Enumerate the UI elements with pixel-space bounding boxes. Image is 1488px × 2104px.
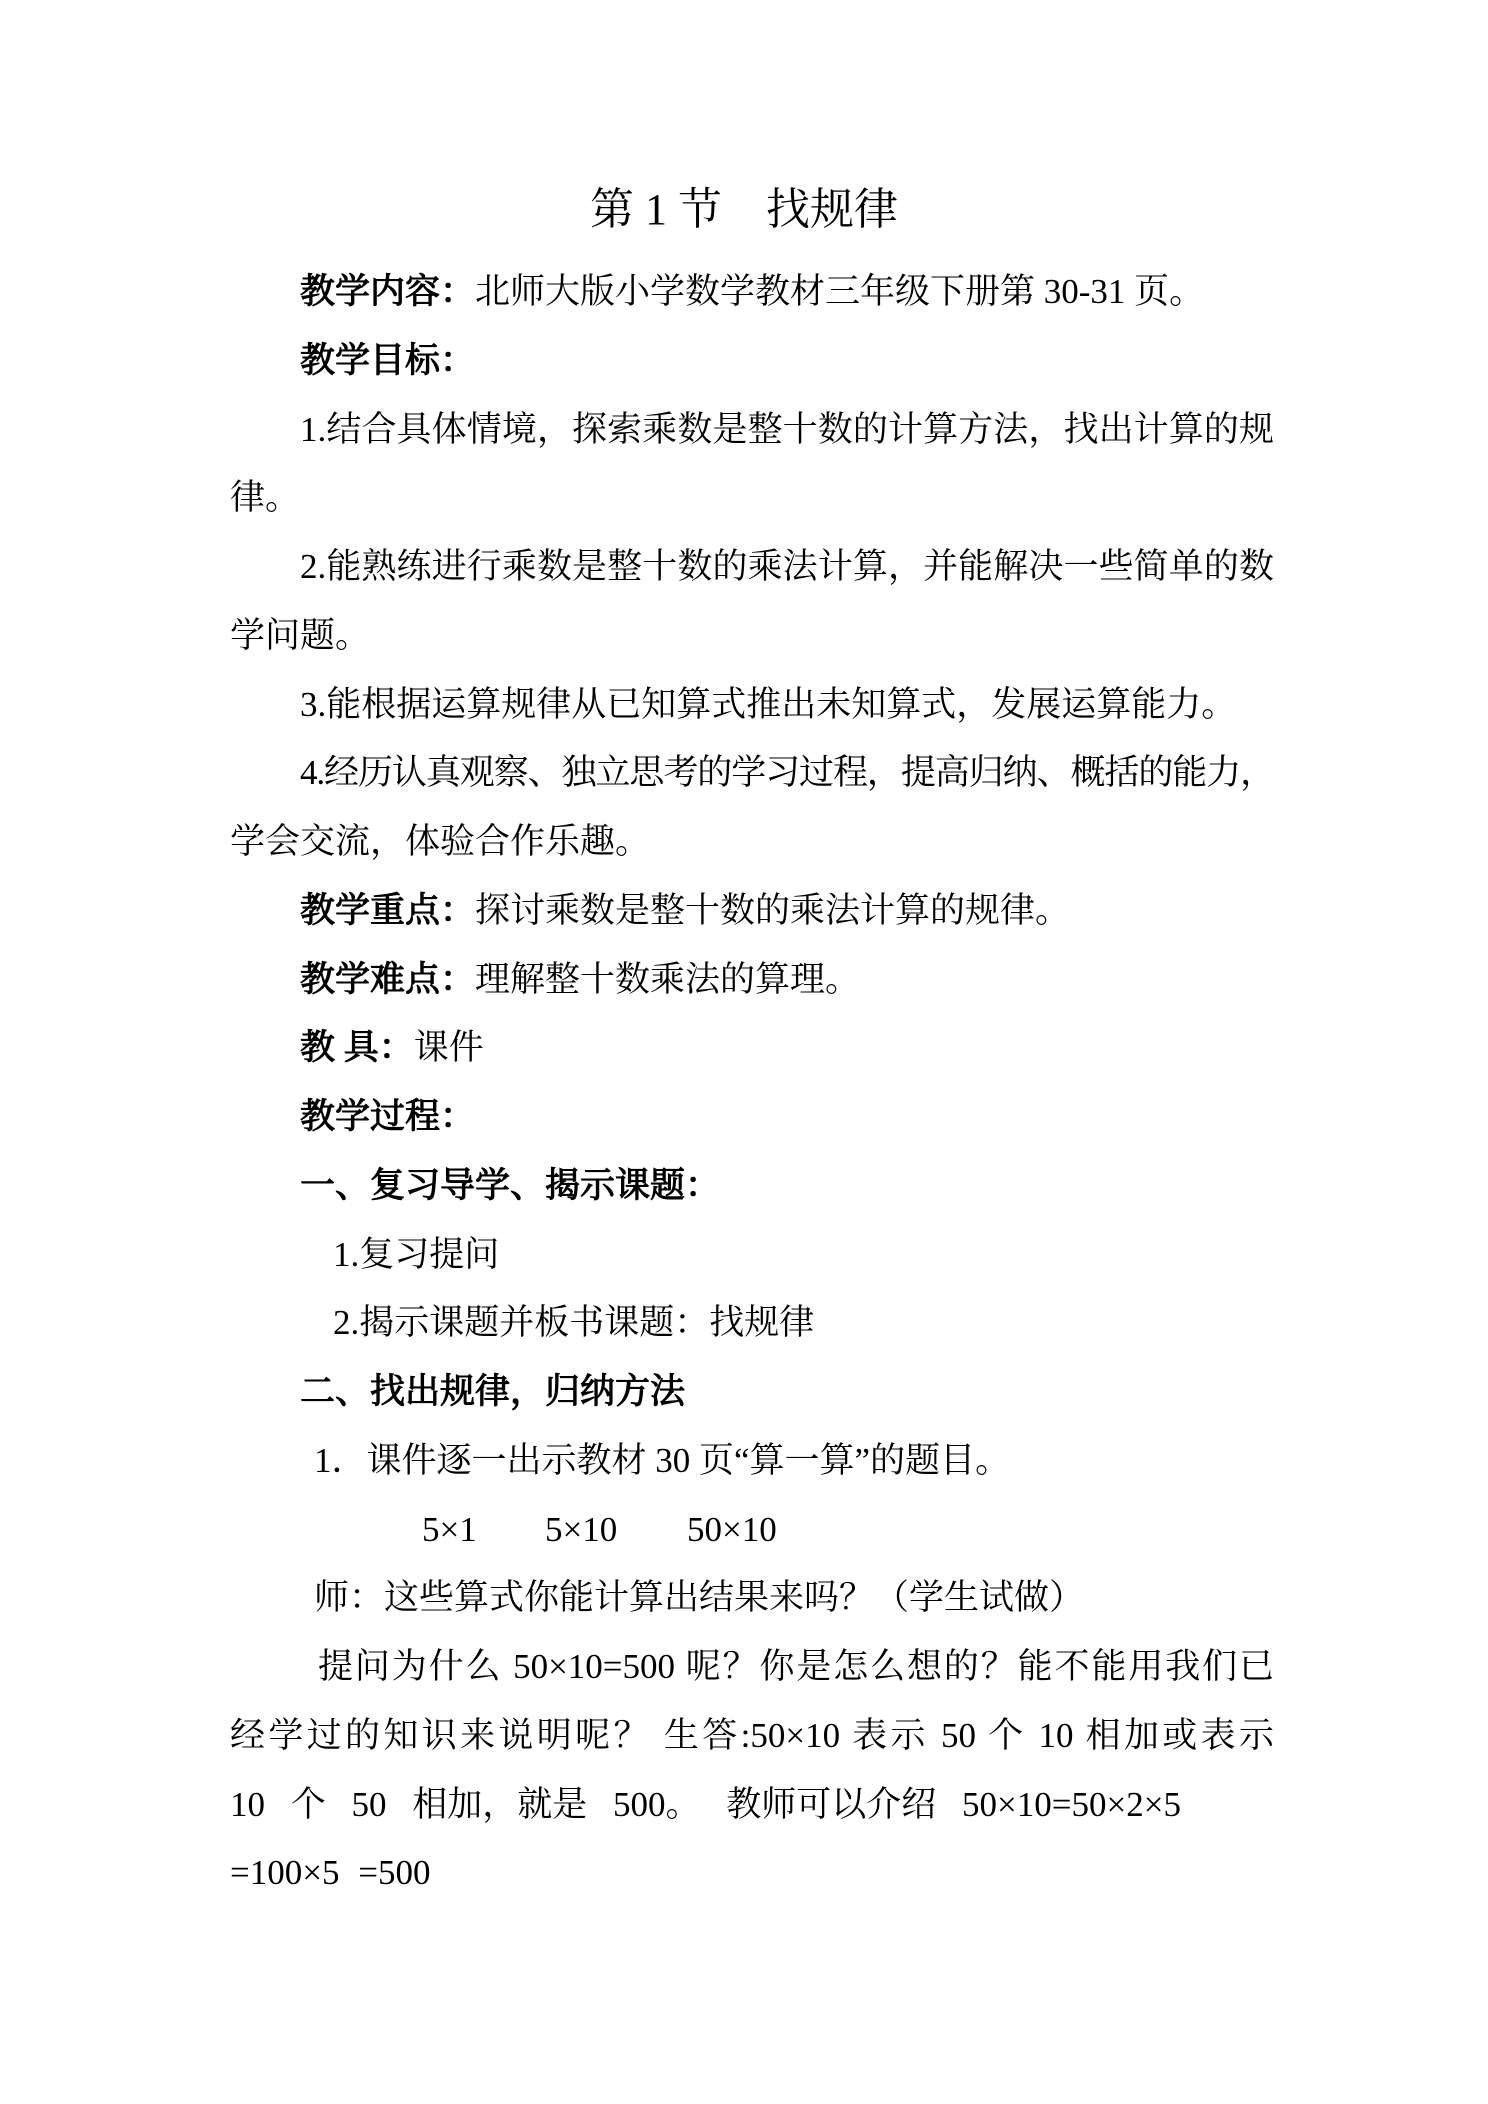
objective-item-2 — [230, 533, 1274, 671]
objective-4-line-2: 学会交流，体验合作乐趣。 — [230, 822, 651, 861]
teaching-content-label: 教学内容： — [300, 272, 476, 311]
objective-2-line-2: 学问题。 — [230, 615, 371, 655]
teaching-content-text: 北师大版小学数学教材三年级下册第 30-31 页。 — [475, 272, 1205, 311]
difficult-point-row — [230, 946, 1274, 1015]
objective-4-line-1: 4.经历认真观察、独立思考的学习过程，提高归纳、概括的能力， — [300, 753, 1274, 793]
discussion-line-3: 10 个 50 相加，就是 500。 教师可以介绍 50×10=50×2×5 — [230, 1784, 1181, 1824]
objective-2-line-1: 2.能熟练进行乘数是整十数的乘法计算，并能解决一些简单的数 — [300, 547, 1274, 586]
discussion-line-2: 经学过的知识来说明呢？ 生答:50×10 表示 50 个 10 相加或表示 — [230, 1715, 1274, 1755]
section-1-step-2: 2.揭示课题并板书课题：找规律 — [333, 1303, 815, 1343]
teaching-process — [230, 1083, 1274, 1908]
process-section-2 — [230, 1358, 1274, 1908]
expression: 5×10 — [545, 1509, 618, 1549]
section-2-heading: 二、找出规律，归纳方法 — [300, 1372, 686, 1411]
teaching-aids-label: 教 具： — [300, 1028, 414, 1068]
objective-item-3 — [230, 671, 1274, 740]
objective-1-line-1: 1.结合具体情境，探索乘数是整十数的计算方法，找出计算的规 — [300, 409, 1274, 449]
teaching-objectives-heading: 教学目标： — [300, 340, 476, 380]
expression: 50×10 — [687, 1509, 777, 1549]
lesson-plan-body — [230, 258, 1274, 1908]
objective-item-1 — [230, 396, 1274, 534]
teacher-prompt: 师：这些算式你能计算出结果来吗？（学生试做） — [314, 1578, 1085, 1618]
expression-list — [230, 1496, 1274, 1565]
key-point-label: 教学重点： — [300, 890, 476, 930]
teaching-process-heading: 教学过程： — [300, 1097, 476, 1136]
objective-3-line-1: 3.能根据运算规律从已知算式推出未知算式，发展运算能力。 — [300, 684, 1237, 724]
discussion-paragraph — [230, 1633, 1274, 1908]
key-point-text: 探讨乘数是整十数的乘法计算的规律。 — [475, 890, 1071, 930]
discussion-line-4: =100×5 =500 — [230, 1853, 431, 1893]
discussion-line-1: 提问为什么 50×10=500 呢？你是怎么想的？能不能用我们已 — [318, 1647, 1274, 1686]
expression: 5×1 — [422, 1509, 477, 1549]
process-section-1 — [230, 1152, 1274, 1358]
page-title: 第 1 节 找规律 — [590, 185, 898, 234]
teaching-content-row — [230, 258, 1274, 327]
section-1-heading: 一、复习导学、揭示课题： — [300, 1165, 721, 1205]
section-1-step-1: 1.复习提问 — [333, 1234, 500, 1274]
teaching-aids-row — [230, 1014, 1274, 1083]
objective-1-line-2: 律。 — [230, 478, 301, 518]
difficult-point-label: 教学难点： — [300, 959, 476, 999]
teaching-aids-text: 课件 — [413, 1028, 484, 1068]
teaching-objectives — [230, 327, 1274, 877]
objective-item-4 — [230, 739, 1274, 877]
section-2-step-1: 1．课件逐一出示教材 30 页“算一算”的题目。 — [314, 1440, 1011, 1480]
difficult-point-text: 理解整十数乘法的算理。 — [475, 959, 861, 999]
key-point-row — [230, 877, 1274, 946]
